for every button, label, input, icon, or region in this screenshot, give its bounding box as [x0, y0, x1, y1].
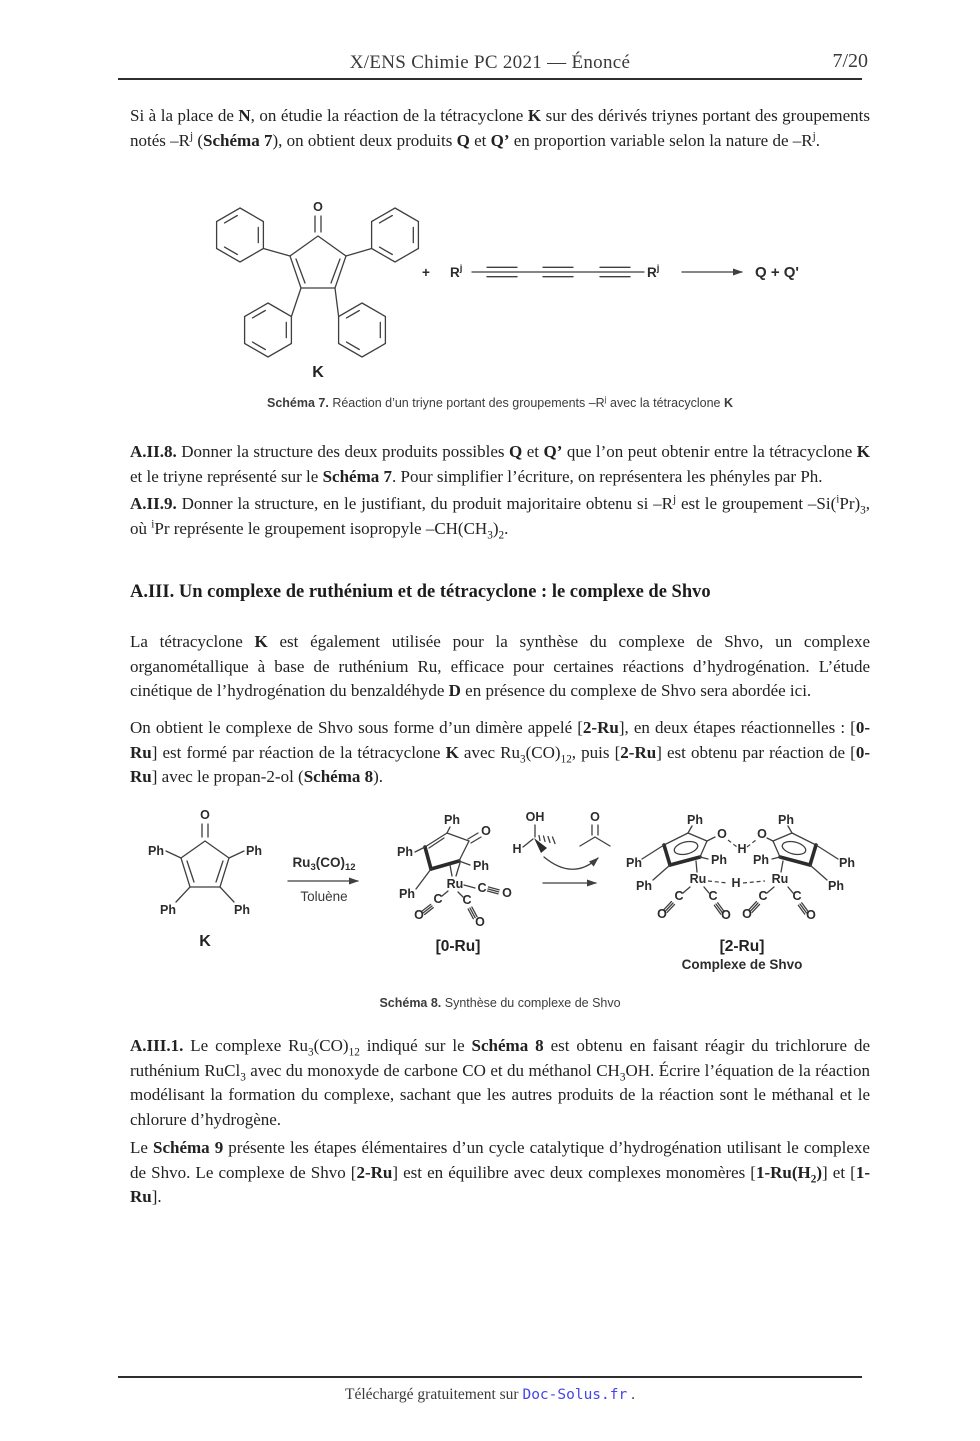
header-rule	[118, 78, 862, 80]
ruthenium-atom: Ru	[446, 877, 464, 891]
phenyl-label: Ph	[444, 813, 460, 827]
phenyl-label: Ph	[636, 879, 652, 893]
phenyl-label: Ph	[397, 845, 413, 859]
phenyl-label: Ph	[711, 853, 727, 867]
phenyl-label: Ph	[839, 856, 855, 870]
question-a2-9: A.II.9. Donner la structure, en le justifiant, du produit majoritaire obtenu si $-R^j$ est le groupement $-Si(^iPr)_3$, où $^i$Pr représente le groupement isopropyle $-CH(CH_3)_2$.	[130, 493, 870, 542]
oxygen-atom: O	[590, 810, 600, 824]
phenyl-label: Ph	[626, 856, 642, 870]
carbon-atom: C	[462, 893, 472, 907]
hydroxyl-label: OH	[525, 810, 545, 824]
reagent-label: $Ru_3(CO)_{12}$	[292, 855, 356, 873]
substituent-rj-right: $R^j$	[647, 263, 660, 280]
oxygen-atom: O	[475, 915, 485, 929]
oxygen-atom: O	[717, 827, 727, 841]
figure-schema7	[130, 198, 870, 395]
propanol-acetone-cycle	[512, 810, 610, 883]
phenyl-label: Ph	[246, 844, 262, 858]
phenyl-label: Ph	[399, 887, 415, 901]
oxygen-atom: O	[721, 908, 731, 922]
question-a3-1: A.III.1. Le complexe $Ru_3(CO)_{12}$ indiqué sur le Schéma 8 est obtenu en faisant réagir du trichlorure de ruthénium RuCl$_3$ avec du monoxyde de carbone CO et du méthanol $CH_3OH$. Écrire l’équation de la réaction modélisant la formation du complexe, sachant que les autres produits de la réaction sont le méthanal et le chlorure d’hydrogène.	[130, 1036, 870, 1129]
phenyl-label: Ph	[148, 844, 164, 858]
solvent-label: Toluène	[300, 889, 348, 904]
products-label: Q + Q'	[755, 264, 799, 281]
complex-2ru-label: [2-Ru]	[719, 938, 765, 955]
phenyl-label: Ph	[828, 879, 844, 893]
oxygen-atom: O	[200, 808, 210, 822]
footer-rule	[118, 1376, 862, 1378]
phenyl-ring	[245, 303, 292, 357]
carbon-atom: C	[758, 889, 768, 903]
molecule-k-label: K	[199, 933, 211, 950]
oxygen-atom: O	[742, 907, 752, 921]
paragraph-dimer: On obtient le complexe de Shvo sous forme d’un dimère appelé [2-Ru], en deux étapes réactionnelles : [0-Ru] est formé par réaction de la tétracyclone K avec $Ru_3(CO)_{12}$, puis [2-Ru] est obtenu par réaction de [0-Ru] avec le propan-2-ol (Schéma 8).	[130, 718, 871, 787]
oxygen-atom: O	[481, 824, 491, 838]
oxygen-atom: O	[657, 907, 667, 921]
oxygen-atom: O	[313, 200, 323, 214]
oxygen-atom: O	[502, 886, 512, 900]
carbon-atom: C	[433, 892, 443, 906]
footer-prefix: Téléchargé gratuitement sur	[345, 1386, 523, 1403]
phenyl-ring	[372, 208, 419, 262]
ruthenium-atom: Ru	[689, 872, 707, 886]
phenyl-ring	[339, 303, 386, 357]
caption-schema7: Schéma 7. Réaction d’un triyne portant des groupements $-R^j$ avec la tétracyclone K	[267, 394, 733, 410]
carbon-atom: C	[708, 889, 718, 903]
substituent-rj-left: $R^j$	[450, 263, 463, 280]
section-a3-title: A.III. Un complexe de ruthénium et de tétracyclone : le complexe de Shvo	[130, 582, 711, 602]
tetracyclone-k-abbrev	[148, 808, 262, 950]
paragraph-intro: Si à la place de N, on étudie la réaction de la tétracyclone K sur des dérivés triynes portant des groupements notés $-R^j$ (Schéma 7), on obtient deux produits Q et Q’ en proportion variable selon la nature de $-R^j$.	[130, 106, 870, 150]
paragraph-schema9: Le Schéma 9 présente les étapes élémentaires d’un cycle catalytique d’hydrogénation utilisant le complexe de Shvo. Le complexe de Shvo [2-Ru] est en équilibre avec deux complexes monomères $[1-Ru(H_2)]$ et [1-Ru].	[130, 1138, 870, 1207]
complex-2ru	[626, 813, 855, 972]
phenyl-label: Ph	[160, 903, 176, 917]
phenyl-label: Ph	[473, 859, 489, 873]
doc-solus-link[interactable]: Doc-Solus.fr	[522, 1387, 628, 1403]
carbon-atom: C	[792, 889, 802, 903]
reaction-arrow-1	[288, 855, 358, 904]
footer-suffix: .	[627, 1386, 635, 1403]
triyne-reaction	[422, 263, 799, 281]
footer	[0, 1386, 980, 1404]
caption-schema8: Schéma 8. Synthèse du complexe de Shvo	[379, 996, 621, 1010]
oxygen-atom: O	[757, 827, 767, 841]
shvo-complex-label: Complexe de Shvo	[681, 957, 803, 972]
tetracyclone-structure	[217, 200, 419, 381]
plus-sign: +	[422, 265, 430, 280]
carbon-atom: C	[674, 889, 684, 903]
phenyl-label: Ph	[778, 813, 794, 827]
page-number: 7/20	[832, 50, 868, 72]
hydrogen-atom: H	[737, 842, 747, 856]
molecule-k-label: K	[312, 364, 324, 381]
figure-schema8	[130, 795, 870, 985]
oxygen-atom: O	[414, 908, 424, 922]
phenyl-ring	[217, 208, 264, 262]
question-a2-8: A.II.8. Donner la structure des deux produits possibles Q et Q’ que l’on peut obtenir entre la tétracyclone K et le triyne représenté sur le Schéma 7. Pour simplifier l’écriture, on représentera les phényles par Ph.	[130, 442, 870, 486]
complex-0ru-label: [0-Ru]	[435, 938, 481, 955]
paragraph-shvo-intro: La tétracyclone K est également utilisée pour la synthèse du complexe de Shvo, un complexe organométallique à base de ruthénium Ru, efficace pour certaines réactions d’hydrogénation. L’étude cinétique de l’hydrogénation du benzaldéhyde D en présence du complexe de Shvo sera abordée ici.	[130, 632, 870, 701]
catalytic-curved-arrow	[544, 857, 598, 869]
phenyl-label: Ph	[687, 813, 703, 827]
phenyl-label: Ph	[753, 853, 769, 867]
hydride-bridge: H	[731, 876, 741, 890]
ruthenium-atom: Ru	[771, 872, 789, 886]
complex-0ru	[397, 813, 512, 955]
hydrogen-atom: H	[512, 842, 522, 856]
phenyl-label: Ph	[234, 903, 250, 917]
header-title: X/ENS Chimie PC 2021 — Énoncé	[349, 52, 631, 73]
oxygen-atom: O	[806, 908, 816, 922]
carbon-atom: C	[477, 881, 487, 895]
cyclopentadienone-ring	[290, 236, 346, 288]
